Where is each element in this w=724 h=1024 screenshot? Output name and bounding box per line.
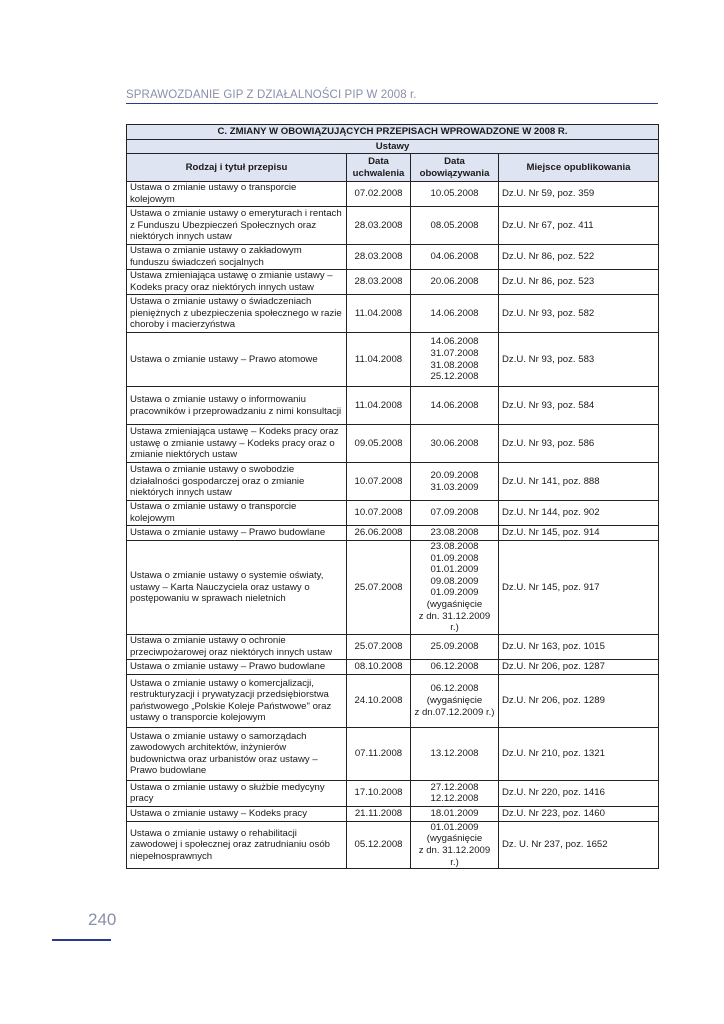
row-adopted-date: 25.07.2008	[347, 541, 411, 635]
legislation-table	[126, 124, 659, 869]
row-effective-date: 07.09.2008	[411, 501, 499, 526]
row-title: Ustawa o zmianie ustawy – Kodeks pracy	[127, 806, 347, 821]
row-title: Ustawa o zmianie ustawy o komercjalizacji, restrukturyzacji i prywatyzacji przedsiębiorstwa państwowego „Polskie Koleje Państwowe" oraz ustawy o transporcie kolejowym	[127, 674, 347, 727]
row-publication: Dz.U. Nr 59, poz. 359	[499, 182, 659, 207]
table-row	[127, 780, 659, 806]
row-adopted-date: 28.03.2008	[347, 245, 411, 270]
column-header-effective: Data obowiązywania	[411, 154, 499, 182]
row-title: Ustawa o zmianie ustawy – Prawo budowlane	[127, 526, 347, 541]
table-row	[127, 674, 659, 727]
row-publication: Dz.U. Nr 93, poz. 583	[499, 333, 659, 387]
row-effective-date: 27.12.2008 12.12.2008	[411, 780, 499, 806]
row-adopted-date: 08.10.2008	[347, 659, 411, 674]
row-title: Ustawa o zmianie ustawy – Prawo atomowe	[127, 333, 347, 387]
row-publication: Dz.U. Nr 220, poz. 1416	[499, 780, 659, 806]
row-effective-date: 04.06.2008	[411, 245, 499, 270]
row-title: Ustawa o zmianie ustawy o służbie medycyny pracy	[127, 780, 347, 806]
row-title: Ustawa zmieniająca ustawę o zmianie ustawy – Kodeks pracy oraz niektórych innych ustaw	[127, 270, 347, 295]
row-effective-date: 14.06.2008	[411, 295, 499, 333]
row-adopted-date: 21.11.2008	[347, 806, 411, 821]
row-publication: Dz.U. Nr 93, poz. 584	[499, 387, 659, 425]
row-effective-date: 01.01.2009 (wygaśnięcie z dn. 31.12.2009 r.)	[411, 821, 499, 868]
row-adopted-date: 10.07.2008	[347, 501, 411, 526]
row-title: Ustawa o zmianie ustawy o rehabilitacji zawodowej i społecznej oraz zatrudnianiu osób niepełnosprawnych	[127, 821, 347, 868]
running-header: SPRAWOZDANIE GIP Z DZIAŁALNOŚCI PIP W 2008 r.	[126, 89, 417, 101]
row-effective-date: 13.12.2008	[411, 727, 499, 780]
table-row	[127, 245, 659, 270]
row-adopted-date: 26.06.2008	[347, 526, 411, 541]
row-adopted-date: 11.04.2008	[347, 333, 411, 387]
table-row	[127, 659, 659, 674]
column-header-adopted: Data uchwalenia	[347, 154, 411, 182]
row-effective-date: 30.06.2008	[411, 425, 499, 463]
row-effective-date: 18.01.2009	[411, 806, 499, 821]
row-adopted-date: 11.04.2008	[347, 387, 411, 425]
table-row	[127, 463, 659, 501]
row-publication: Dz.U. Nr 145, poz. 914	[499, 526, 659, 541]
row-publication: Dz.U. Nr 145, poz. 917	[499, 541, 659, 635]
row-publication: Dz.U. Nr 206, poz. 1287	[499, 659, 659, 674]
row-publication: Dz.U. Nr 210, poz. 1321	[499, 727, 659, 780]
row-publication: Dz. U. Nr 237, poz. 1652	[499, 821, 659, 868]
row-effective-date: 25.09.2008	[411, 634, 499, 659]
row-publication: Dz.U. Nr 86, poz. 523	[499, 270, 659, 295]
row-publication: Dz.U. Nr 206, poz. 1289	[499, 674, 659, 727]
row-title: Ustawa o zmianie ustawy o zakładowym funduszu świadczeń socjalnych	[127, 245, 347, 270]
table-subcaption: Ustawy	[127, 140, 659, 154]
row-title: Ustawa zmieniająca ustawę – Kodeks pracy oraz ustawę o zmianie ustawy – Kodeks pracy oraz o zmianie niektórych ustaw	[127, 425, 347, 463]
row-effective-date: 20.06.2008	[411, 270, 499, 295]
table-row	[127, 634, 659, 659]
page-number-rule	[52, 939, 111, 941]
row-adopted-date: 05.12.2008	[347, 821, 411, 868]
table-row	[127, 295, 659, 333]
table-row	[127, 425, 659, 463]
row-publication: Dz.U. Nr 93, poz. 586	[499, 425, 659, 463]
row-effective-date: 23.08.2008	[411, 526, 499, 541]
row-adopted-date: 25.07.2008	[347, 634, 411, 659]
row-adopted-date: 11.04.2008	[347, 295, 411, 333]
row-title: Ustawa o zmianie ustawy o systemie oświaty, ustawy – Karta Nauczyciela oraz ustawy o postępowaniu w sprawach nieletnich	[127, 541, 347, 635]
row-effective-date: 06.12.2008	[411, 659, 499, 674]
row-title: Ustawa o zmianie ustawy o ochronie przeciwpożarowej oraz niektórych innych ustaw	[127, 634, 347, 659]
row-publication: Dz.U. Nr 163, poz. 1015	[499, 634, 659, 659]
row-effective-date: 08.05.2008	[411, 207, 499, 245]
table-row	[127, 207, 659, 245]
table-caption: C. ZMIANY W OBOWIĄZUJĄCYCH PRZEPISACH WPROWADZONE W 2008 R.	[127, 125, 659, 140]
header-divider	[126, 103, 658, 104]
table-row	[127, 387, 659, 425]
table-row	[127, 526, 659, 541]
row-title: Ustawa o zmianie ustawy – Prawo budowlane	[127, 659, 347, 674]
row-effective-date: 14.06.2008	[411, 387, 499, 425]
row-title: Ustawa o zmianie ustawy o informowaniu pracowników i przeprowadzaniu z nimi konsultacji	[127, 387, 347, 425]
row-publication: Dz.U. Nr 223, poz. 1460	[499, 806, 659, 821]
table-row	[127, 727, 659, 780]
row-publication: Dz.U. Nr 144, poz. 902	[499, 501, 659, 526]
row-effective-date: 14.06.2008 31.07.2008 31.08.2008 25.12.2008	[411, 333, 499, 387]
row-publication: Dz.U. Nr 67, poz. 411	[499, 207, 659, 245]
table-row	[127, 501, 659, 526]
row-publication: Dz.U. Nr 141, poz. 888	[499, 463, 659, 501]
row-effective-date: 23.08.2008 01.09.2008 01.01.2009 09.08.2009 01.09.2009 (wygaśnięcie z dn. 31.12.2009 r.)	[411, 541, 499, 635]
row-effective-date: 20.09.2008 31.03.2009	[411, 463, 499, 501]
row-title: Ustawa o zmianie ustawy o samorządach zawodowych architektów, inżynierów budownictwa oraz urbanistów oraz ustawy – Prawo budowlane	[127, 727, 347, 780]
table-row	[127, 270, 659, 295]
table-row	[127, 182, 659, 207]
column-header-published: Miejsce opublikowania	[499, 154, 659, 182]
row-title: Ustawa o zmianie ustawy o transporcie kolejowym	[127, 501, 347, 526]
row-publication: Dz.U. Nr 93, poz. 582	[499, 295, 659, 333]
table-row	[127, 333, 659, 387]
row-adopted-date: 10.07.2008	[347, 463, 411, 501]
row-adopted-date: 07.02.2008	[347, 182, 411, 207]
table-row	[127, 821, 659, 868]
page-number: 240	[88, 910, 117, 929]
row-adopted-date: 24.10.2008	[347, 674, 411, 727]
row-adopted-date: 28.03.2008	[347, 270, 411, 295]
row-effective-date: 10.05.2008	[411, 182, 499, 207]
row-title: Ustawa o zmianie ustawy o transporcie kolejowym	[127, 182, 347, 207]
row-title: Ustawa o zmianie ustawy o świadczeniach pieniężnych z ubezpieczenia społecznego w razie choroby i macierzyństwa	[127, 295, 347, 333]
row-publication: Dz.U. Nr 86, poz. 522	[499, 245, 659, 270]
column-header-name: Rodzaj i tytuł przepisu	[127, 154, 347, 182]
table-body	[127, 182, 659, 869]
table-row	[127, 541, 659, 635]
row-adopted-date: 09.05.2008	[347, 425, 411, 463]
row-adopted-date: 17.10.2008	[347, 780, 411, 806]
row-adopted-date: 28.03.2008	[347, 207, 411, 245]
row-title: Ustawa o zmianie ustawy o emeryturach i rentach z Funduszu Ubezpieczeń Społecznych oraz niektórych innych ustaw	[127, 207, 347, 245]
row-title: Ustawa o zmianie ustawy o swobodzie działalności gospodarczej oraz o zmianie niektórych innych ustaw	[127, 463, 347, 501]
table-row	[127, 806, 659, 821]
row-adopted-date: 07.11.2008	[347, 727, 411, 780]
row-effective-date: 06.12.2008 (wygaśnięcie z dn.07.12.2009 r.)	[411, 674, 499, 727]
